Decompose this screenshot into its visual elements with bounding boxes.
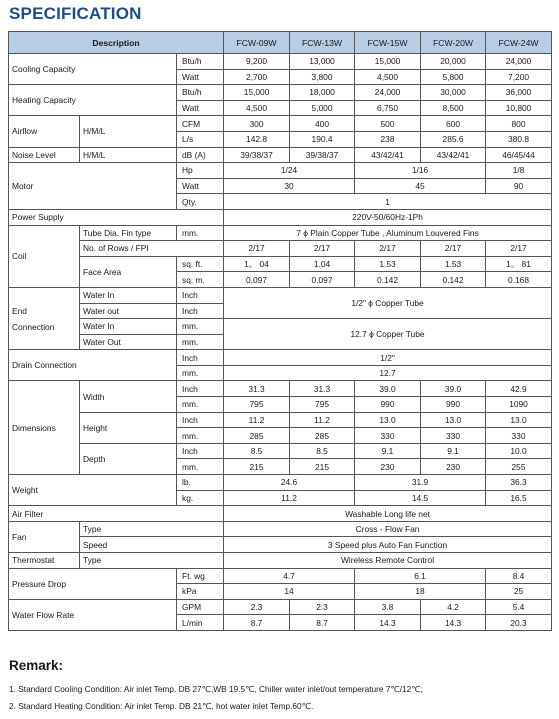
value-cell: 795 <box>290 397 355 413</box>
sub-label: Water In <box>80 287 177 303</box>
value-cell: 8.5 <box>224 443 290 459</box>
unit-cell: mm. <box>177 334 224 350</box>
value-cell: 215 <box>224 459 290 475</box>
value-cell: 11.2 <box>224 490 355 506</box>
value-cell: 24,000 <box>355 85 421 101</box>
unit-cell: kPa <box>177 584 224 600</box>
value-cell: 800 <box>486 116 552 132</box>
value-cell: 31.9 <box>355 475 486 491</box>
value-cell: 4.7 <box>224 568 355 584</box>
row-label-end: End <box>12 305 27 316</box>
sub-label: Face Area <box>80 256 177 287</box>
value-cell: 1.04 <box>290 256 355 272</box>
value-cell: 0.142 <box>421 272 486 288</box>
value-cell: 2/17 <box>290 241 355 257</box>
description-header: Description <box>9 32 224 54</box>
value-cell: 142.8 <box>224 131 290 147</box>
value-cell: 2.3 <box>290 599 355 615</box>
table-row <box>9 506 552 522</box>
row-label-water-flow-rate: Water Flow Rate <box>9 599 177 630</box>
value-cell: 15,000 <box>224 85 290 101</box>
row-label-connection: Connection <box>12 321 55 332</box>
value-cell: 39/38/37 <box>224 147 290 163</box>
model-header: FCW-13W <box>290 32 355 54</box>
value-cell: 13.0 <box>421 412 486 428</box>
unit-cell: sq. m. <box>177 272 224 288</box>
table-row <box>9 553 552 569</box>
unit-cell: mm. <box>177 319 224 335</box>
model-header: FCW-09W <box>224 32 290 54</box>
value-cell: 2/17 <box>486 241 552 257</box>
row-label-end-connection <box>9 287 80 349</box>
row-label-dimensions: Dimensions <box>9 381 80 475</box>
value-cell: 1/8 <box>486 163 552 179</box>
value-cell: 13,000 <box>290 54 355 70</box>
value-cell: 36.3 <box>486 475 552 491</box>
value-cell: 3,800 <box>290 69 355 85</box>
value-cell: 1。 81 <box>486 256 552 272</box>
unit-cell: Qty. <box>177 194 224 210</box>
unit-cell: Btu/h <box>177 85 224 101</box>
sub-label: Type <box>80 521 224 537</box>
unit-cell: mm. <box>177 428 224 444</box>
value-cell: 5,000 <box>290 100 355 116</box>
value-cell: 30 <box>224 178 355 194</box>
value-cell: 11.2 <box>290 412 355 428</box>
table-row <box>9 319 552 335</box>
value-cell: 10.0 <box>486 443 552 459</box>
value-cell: 45 <box>355 178 486 194</box>
value-cell: 13.0 <box>486 412 552 428</box>
value-cell: 285 <box>224 428 290 444</box>
value-cell: 39.0 <box>355 381 421 397</box>
row-label-weight: Weight <box>9 475 177 506</box>
value-cell: 2/17 <box>224 241 290 257</box>
value-cell: 5,800 <box>421 69 486 85</box>
sub-label: Width <box>80 381 177 412</box>
value-cell: 7 ϕ Plain Copper Tube , Aluminum Louvered Fins <box>224 225 552 241</box>
row-label-power: Power Supply <box>9 209 224 225</box>
unit-cell: mm. <box>177 397 224 413</box>
row-label-air-filter: Air Filter <box>9 506 224 522</box>
unit-cell: Watt <box>177 69 224 85</box>
value-cell: 330 <box>486 428 552 444</box>
unit-cell: Inch <box>177 287 224 303</box>
value-cell: 30,000 <box>421 85 486 101</box>
value-cell: 330 <box>355 428 421 444</box>
unit-cell: GPM <box>177 599 224 615</box>
value-cell: 1 <box>224 194 552 210</box>
value-cell: 3 Speed plus Auto Fan Function <box>224 537 552 553</box>
value-cell: 13.0 <box>355 412 421 428</box>
sub-label: Water In <box>80 319 177 335</box>
remark-title: Remark: <box>9 658 64 673</box>
value-cell: 42.9 <box>486 381 552 397</box>
model-header: FCW-15W <box>355 32 421 54</box>
value-cell: 8,500 <box>421 100 486 116</box>
value-cell: 24.6 <box>224 475 355 491</box>
sub-label: Height <box>80 412 177 443</box>
table-row <box>9 287 552 303</box>
value-cell: 36,000 <box>486 85 552 101</box>
value-cell: 10,800 <box>486 100 552 116</box>
sub-label: Type <box>80 553 224 569</box>
sub-label: Water Out <box>80 334 177 350</box>
row-label-motor: Motor <box>9 163 177 210</box>
sub-label: H/M/L <box>80 147 177 163</box>
value-cell: 1/24 <box>224 163 355 179</box>
value-cell: 255 <box>486 459 552 475</box>
value-cell: 4,500 <box>355 69 421 85</box>
table-row <box>9 412 552 428</box>
sub-label: No. of Rows / FPI <box>80 241 224 257</box>
value-cell: 0.097 <box>290 272 355 288</box>
value-cell: 16.5 <box>486 490 552 506</box>
value-cell: 285 <box>290 428 355 444</box>
value-cell: 8.4 <box>486 568 552 584</box>
value-cell: Washable Long life net <box>224 506 552 522</box>
value-cell: 8.7 <box>290 615 355 631</box>
row-label-heating: Heating Capacity <box>9 85 177 116</box>
value-cell: 14 <box>224 584 355 600</box>
value-cell: 43/42/41 <box>355 147 421 163</box>
value-cell: 7,200 <box>486 69 552 85</box>
value-cell: 795 <box>224 397 290 413</box>
sub-label: Speed <box>80 537 224 553</box>
value-cell: 285.6 <box>421 131 486 147</box>
value-cell: 31.3 <box>290 381 355 397</box>
unit-cell: Btu/h <box>177 54 224 70</box>
table-row <box>9 163 552 179</box>
value-cell: 220V-50/60Hz-1Ph <box>224 209 552 225</box>
value-cell: 9,200 <box>224 54 290 70</box>
unit-cell: L/min <box>177 615 224 631</box>
header-row <box>9 32 552 54</box>
value-cell: 1.53 <box>421 256 486 272</box>
table-row <box>9 475 552 491</box>
table-row <box>9 225 552 241</box>
unit-cell: CFM <box>177 116 224 132</box>
page-title: SPECIFICATION <box>9 4 142 23</box>
row-label-noise: Noise Level <box>9 147 80 163</box>
value-cell: 600 <box>421 116 486 132</box>
value-cell: 39/38/37 <box>290 147 355 163</box>
value-cell: 5.4 <box>486 599 552 615</box>
table-row <box>9 568 552 584</box>
sub-label: Depth <box>80 443 177 474</box>
value-cell: 8.7 <box>224 615 290 631</box>
value-cell: 0.168 <box>486 272 552 288</box>
value-cell: 215 <box>290 459 355 475</box>
value-cell: 14.3 <box>421 615 486 631</box>
table-row <box>9 599 552 615</box>
table-row <box>9 85 552 101</box>
value-cell: 14.3 <box>355 615 421 631</box>
remark-note: 2. Standard Heating Condition: Air inlet Temp. DB 21℃, hot water inlet Temp.60℃. <box>9 701 314 711</box>
value-cell: 3.8 <box>355 599 421 615</box>
value-cell: 4,500 <box>224 100 290 116</box>
value-cell: 90 <box>486 178 552 194</box>
value-cell: 300 <box>224 116 290 132</box>
value-cell: 4.2 <box>421 599 486 615</box>
specification-table <box>8 31 552 631</box>
value-cell: 2/17 <box>355 241 421 257</box>
row-label-drain: Drain Connection <box>9 350 177 381</box>
unit-cell: Inch <box>177 381 224 397</box>
value-cell: 12.7 <box>224 365 552 381</box>
table-row <box>9 537 552 553</box>
unit-cell: dB (A) <box>177 147 224 163</box>
row-label-airflow: Airflow <box>9 116 80 147</box>
row-label-coil: Coil <box>9 225 80 287</box>
row-label-fan: Fan <box>9 521 80 552</box>
value-cell: 6.1 <box>355 568 486 584</box>
value-cell: 230 <box>355 459 421 475</box>
table-row <box>9 147 552 163</box>
value-cell: 230 <box>421 459 486 475</box>
value-cell: Wireless Remote Control <box>224 553 552 569</box>
value-cell: 2,700 <box>224 69 290 85</box>
unit-cell: kg. <box>177 490 224 506</box>
unit-cell: Inch <box>177 303 224 319</box>
table-row <box>9 209 552 225</box>
value-cell: 9.1 <box>355 443 421 459</box>
value-cell: 18 <box>355 584 486 600</box>
sub-label: Tube Dia. Fin type <box>80 225 177 241</box>
value-cell: 43/42/41 <box>421 147 486 163</box>
unit-cell: mm. <box>177 225 224 241</box>
sub-label: H/M/L <box>80 116 177 147</box>
value-cell: 190.4 <box>290 131 355 147</box>
unit-cell: mm. <box>177 459 224 475</box>
value-cell: 1/16 <box>355 163 486 179</box>
value-cell: 15,000 <box>355 54 421 70</box>
unit-cell: Watt <box>177 100 224 116</box>
value-cell: 8.5 <box>290 443 355 459</box>
value-cell: 24,000 <box>486 54 552 70</box>
value-cell: 39.0 <box>421 381 486 397</box>
unit-cell: Inch <box>177 412 224 428</box>
value-cell: 0.142 <box>355 272 421 288</box>
remark-note: 1. Standard Cooling Condition: Air inlet Temp. DB 27℃,WB 19.5℃, Chiller water inlet/out temperature 7℃/12℃; <box>9 684 423 694</box>
value-cell: 9.1 <box>421 443 486 459</box>
unit-cell: Watt <box>177 178 224 194</box>
unit-cell: L/s <box>177 131 224 147</box>
table-row <box>9 116 552 132</box>
unit-cell: lb. <box>177 475 224 491</box>
value-cell: 500 <box>355 116 421 132</box>
value-cell: 990 <box>355 397 421 413</box>
unit-cell: Hp <box>177 163 224 179</box>
value-cell: 2.3 <box>224 599 290 615</box>
table-row <box>9 241 552 257</box>
value-cell: 25 <box>486 584 552 600</box>
value-cell: 1/2" ϕ Copper Tube <box>224 287 552 318</box>
value-cell: 2/17 <box>421 241 486 257</box>
unit-cell: Inch <box>177 443 224 459</box>
value-cell: 11.2 <box>224 412 290 428</box>
model-header: FCW-20W <box>421 32 486 54</box>
value-cell: 6,750 <box>355 100 421 116</box>
row-label-pressure-drop: Pressure Drop <box>9 568 177 599</box>
value-cell: 14.5 <box>355 490 486 506</box>
value-cell: 31.3 <box>224 381 290 397</box>
value-cell: Cross - Flow Fan <box>224 521 552 537</box>
table-row <box>9 521 552 537</box>
value-cell: 20.3 <box>486 615 552 631</box>
table-row <box>9 256 552 272</box>
row-label-thermostat: Thermostat <box>9 553 80 569</box>
value-cell: 238 <box>355 131 421 147</box>
value-cell: 990 <box>421 397 486 413</box>
value-cell: 380.8 <box>486 131 552 147</box>
table-row <box>9 443 552 459</box>
value-cell: 1.53 <box>355 256 421 272</box>
value-cell: 1/2" <box>224 350 552 366</box>
model-header: FCW-24W <box>486 32 552 54</box>
value-cell: 1090 <box>486 397 552 413</box>
value-cell: 18,000 <box>290 85 355 101</box>
value-cell: 400 <box>290 116 355 132</box>
unit-cell: sq. ft. <box>177 256 224 272</box>
value-cell: 0.097 <box>224 272 290 288</box>
value-cell: 330 <box>421 428 486 444</box>
sub-label: Water out <box>80 303 177 319</box>
unit-cell: mm. <box>177 365 224 381</box>
table-row <box>9 381 552 397</box>
value-cell: 12.7 ϕ Copper Tube <box>224 319 552 350</box>
table-row <box>9 350 552 366</box>
value-cell: 1。 04 <box>224 256 290 272</box>
table-row <box>9 54 552 70</box>
unit-cell: Ft. wg <box>177 568 224 584</box>
unit-cell: Inch <box>177 350 224 366</box>
row-label-cooling: Cooling Capacity <box>9 54 177 85</box>
value-cell: 20,000 <box>421 54 486 70</box>
value-cell: 46/45/44 <box>486 147 552 163</box>
